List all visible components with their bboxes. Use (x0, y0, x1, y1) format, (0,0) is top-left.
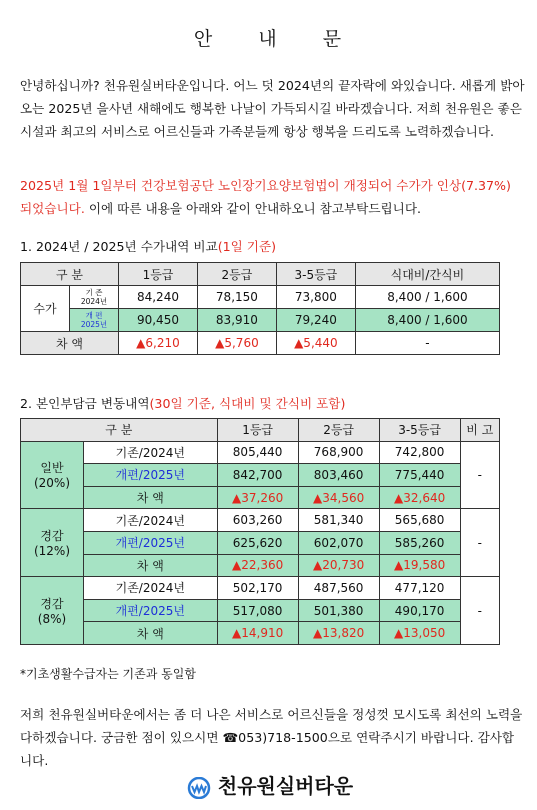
table-row: 개 편 2025년 90,450 83,910 79,240 8,400 / 1,600 (21, 309, 500, 332)
table-row: 경감 (12%) 기존/2024년 603,260 581,340 565,680 - (21, 509, 500, 532)
page-title (0, 24, 537, 51)
logo (0, 770, 537, 799)
table-row: 수가 기 존 2024년 84,240 78,150 73,800 8,400 / 1,600 (21, 286, 500, 309)
table-row: 차 액 ▲37,260 ▲34,560 ▲32,640 (21, 486, 500, 509)
table-row: 개편/2025년 517,080 501,380 490,170 (21, 599, 500, 622)
table-header-row: 구 분 1등급 2등급 3-5등급 비 고 (21, 419, 500, 442)
intro-paragraph: 안녕하십니까? 천유원실버타운입니다. 어느 덧 2024년의 끝자락에 와있습니다. 새롭게 밝아오는 2025년 을사년 새해에도 행복한 나날이 가득되시길 바라겠습니다. 저희 천유원은 좋은 시설과 최고의 서비스로 어르신들과 가족분들께 항상 행복을 드리도록 노력하겠습니다. (20, 78, 525, 139)
notice-highlight: 2025년 1월 1일부터 건강보험공단 노인장기요양보험법이 개정되어 수가가 인상(7.37%) 되었습니다. (20, 178, 511, 216)
table-row: 개편/2025년 842,700 803,460 775,440 (21, 464, 500, 487)
section1-heading: 1. 2024년 / 2025년 수가내역 비교(1일 기준) (20, 239, 277, 254)
table-row: 차 액 ▲22,360 ▲20,730 ▲19,580 (21, 554, 500, 577)
footnote: *기초생활수급자는 기존과 동일함 (20, 667, 196, 681)
notice-rest: 이에 따른 내용을 아래와 같이 안내하오니 참고부탁드립니다. (84, 201, 422, 216)
notice-paragraph (20, 174, 525, 220)
table-row: 일반 (20%) 기존/2024년 805,440 768,900 742,800 - (21, 441, 500, 464)
title-char: 내 (258, 28, 279, 50)
table-row: 차 액 ▲14,910 ▲13,820 ▲13,050 (21, 622, 500, 645)
table-row: 차 액 ▲6,210 ▲5,760 ▲5,440 - (21, 332, 500, 355)
section2-heading: 2. 본인부담금 변동내역(30일 기준, 식대비 및 간식비 포함) (20, 396, 346, 411)
wave-logo-icon (184, 777, 214, 799)
title-char: 안 (193, 28, 215, 50)
table-header-row: 구 분 1등급 2등급 3-5등급 식대비/간식비 (21, 263, 500, 286)
logo-text: 천유원실버타운 (217, 774, 354, 798)
table-row: 경감 (8%) 기존/2024년 502,170 487,560 477,120 - (21, 577, 500, 600)
rate-comparison-table (20, 262, 500, 355)
copay-table (20, 418, 500, 645)
closing-paragraph: 저희 천유원실버타운에서는 좀 더 나은 서비스로 어르신들을 정성껏 모시도록 최선의 노력을 다하겠습니다. 궁금한 점이 있으시면 ☎053)718-1500으로 연락주시기 바랍니다. 감사합니다. (20, 707, 523, 768)
title-char: 문 (322, 28, 344, 50)
suga-label: 수가 (21, 286, 70, 332)
table-row: 개편/2025년 625,620 602,070 585,260 (21, 531, 500, 554)
